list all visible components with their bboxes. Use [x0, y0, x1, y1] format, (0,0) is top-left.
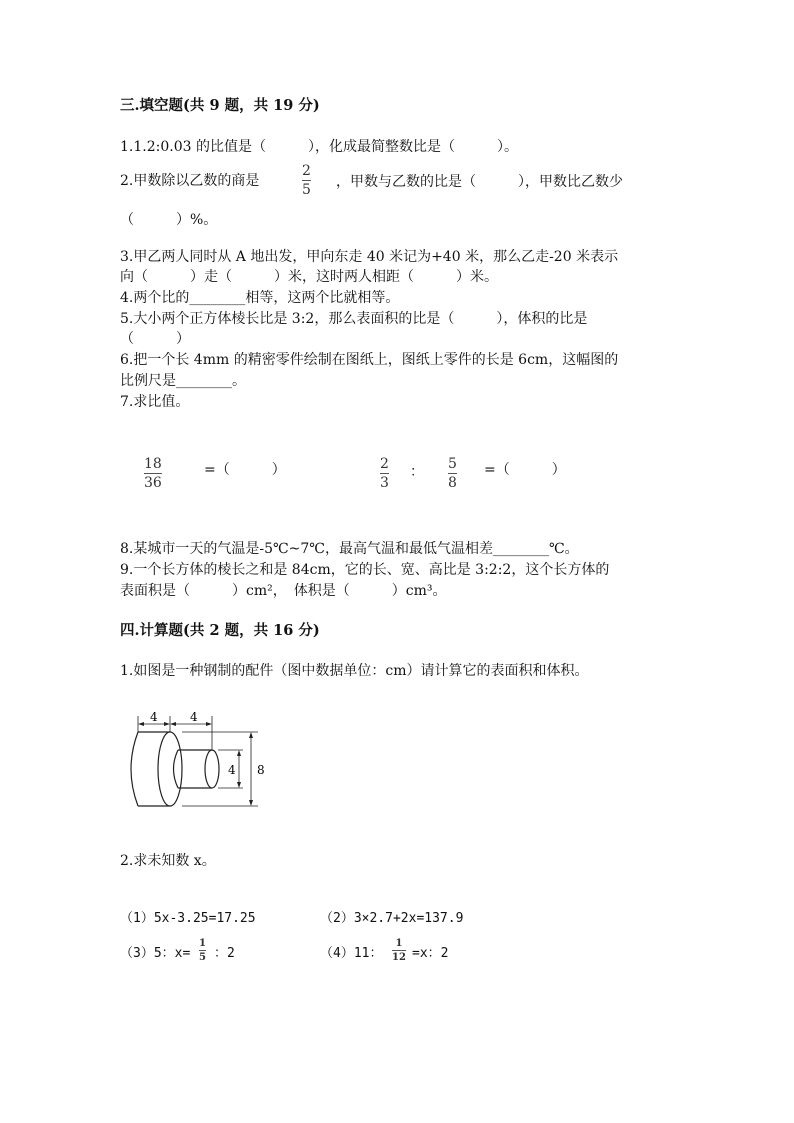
fraction-two-fifths — [302, 163, 311, 198]
dimension-label-a: 4 — [150, 710, 158, 724]
equation-2: （2）3×2.7+2x=137.9 — [320, 911, 464, 926]
fraction-denominator: 12 — [392, 952, 406, 963]
question-4-2: 2.求未知数 x。 — [120, 853, 216, 869]
question-3-6-line1: 6.把一个长 4mm 的精密零件绘制在图纸上，图纸上零件的长是 6cm，这幅图的 — [120, 352, 619, 368]
question-3-7-title: 7.求比值。 — [120, 394, 190, 410]
section-3-title: 三.填空题(共 9 题，共 19 分) — [120, 97, 320, 114]
question-4-1: 1.如图是一种钢制的配件（图中数据单位：cm）请计算它的表面积和体积。 — [120, 663, 589, 679]
equation-4-before: （4）11： — [320, 946, 383, 961]
fraction-numerator: 1 — [395, 938, 403, 949]
fraction-1-5 — [199, 938, 206, 963]
section-4-title: 四.计算题(共 2 题，共 16 分) — [120, 622, 320, 639]
fraction-denominator: 8 — [448, 475, 457, 491]
question-3-2-line2: （ ）%。 — [120, 212, 218, 228]
equation-3-after: ：2 — [214, 946, 235, 961]
inner-cylinder-right-face — [205, 750, 219, 788]
fraction-2-3 — [380, 456, 389, 491]
question-3-9-line1: 9.一个长方体的棱长之和是 84cm，它的长、宽、高比是 3:2:2，这个长方体的 — [120, 562, 610, 578]
question-3-9-line2: 表面积是（ ）cm²， 体积是（ ）cm³。 — [120, 583, 447, 599]
equation-4-after: =x：2 — [412, 946, 449, 961]
question-3-5-line1: 5.大小两个正方体棱长比是 3:2，那么表面积的比是（ ），体积的比是 — [120, 311, 588, 327]
steel-part-figure — [118, 708, 278, 812]
fraction-numerator: 2 — [380, 456, 389, 472]
question-3-4: 4.两个比的________相等，这两个比就相等。 — [120, 290, 400, 306]
equation-3-before: （3）5：x= — [120, 946, 191, 961]
dimension-label-inner: 4 — [228, 763, 236, 777]
fraction-5-8 — [448, 456, 457, 491]
fraction-numerator: 1 — [199, 938, 206, 949]
question-3-8: 8.某城市一天的气温是-5℃~7℃，最高气温和最低气温相差________℃。 — [120, 541, 579, 557]
outer-cylinder-left-end — [131, 732, 138, 806]
question-3-5-line2: （ ） — [120, 331, 190, 347]
equals-blank-1: =（ ） — [204, 462, 286, 478]
ratio-colon: ： — [410, 464, 424, 480]
fraction-1-12 — [392, 938, 406, 963]
fraction-denominator: 3 — [380, 475, 389, 491]
dimension-label-outer: 8 — [257, 763, 265, 777]
fraction-18-36 — [144, 456, 162, 491]
question-3-6-line2: 比例尺是________。 — [120, 373, 246, 389]
fraction-numerator: 5 — [448, 456, 457, 472]
fraction-denominator: 36 — [144, 475, 162, 491]
fraction-denominator: 5 — [199, 952, 206, 963]
equation-1: （1）5x-3.25=17.25 — [120, 911, 256, 926]
question-3-3-line2: 向（ ）走（ ）米，这时两人相距（ ）米。 — [120, 269, 498, 285]
question-3-2-before: 2.甲数除以乙数的商是 — [120, 173, 260, 189]
question-3-2 — [120, 171, 259, 191]
question-3-2-after: ，甲数与乙数的比是（ ），甲数比乙数少 — [336, 174, 623, 190]
fraction-denominator: 5 — [302, 182, 311, 198]
equals-blank-2: =（ ） — [484, 462, 566, 478]
question-3-1: 1.1.2:0.03 的比值是（ ），化成最简整数比是（ ）。 — [120, 139, 518, 155]
fraction-numerator: 2 — [302, 163, 311, 179]
outer-cylinder-right-face — [158, 732, 182, 806]
question-3-3-line1: 3.甲乙两人同时从 A 地出发，甲向东走 40 米记为+40 米，那么乙走-20 米表示 — [120, 249, 619, 265]
dimension-label-b: 4 — [190, 710, 198, 724]
fraction-numerator: 18 — [144, 456, 162, 472]
